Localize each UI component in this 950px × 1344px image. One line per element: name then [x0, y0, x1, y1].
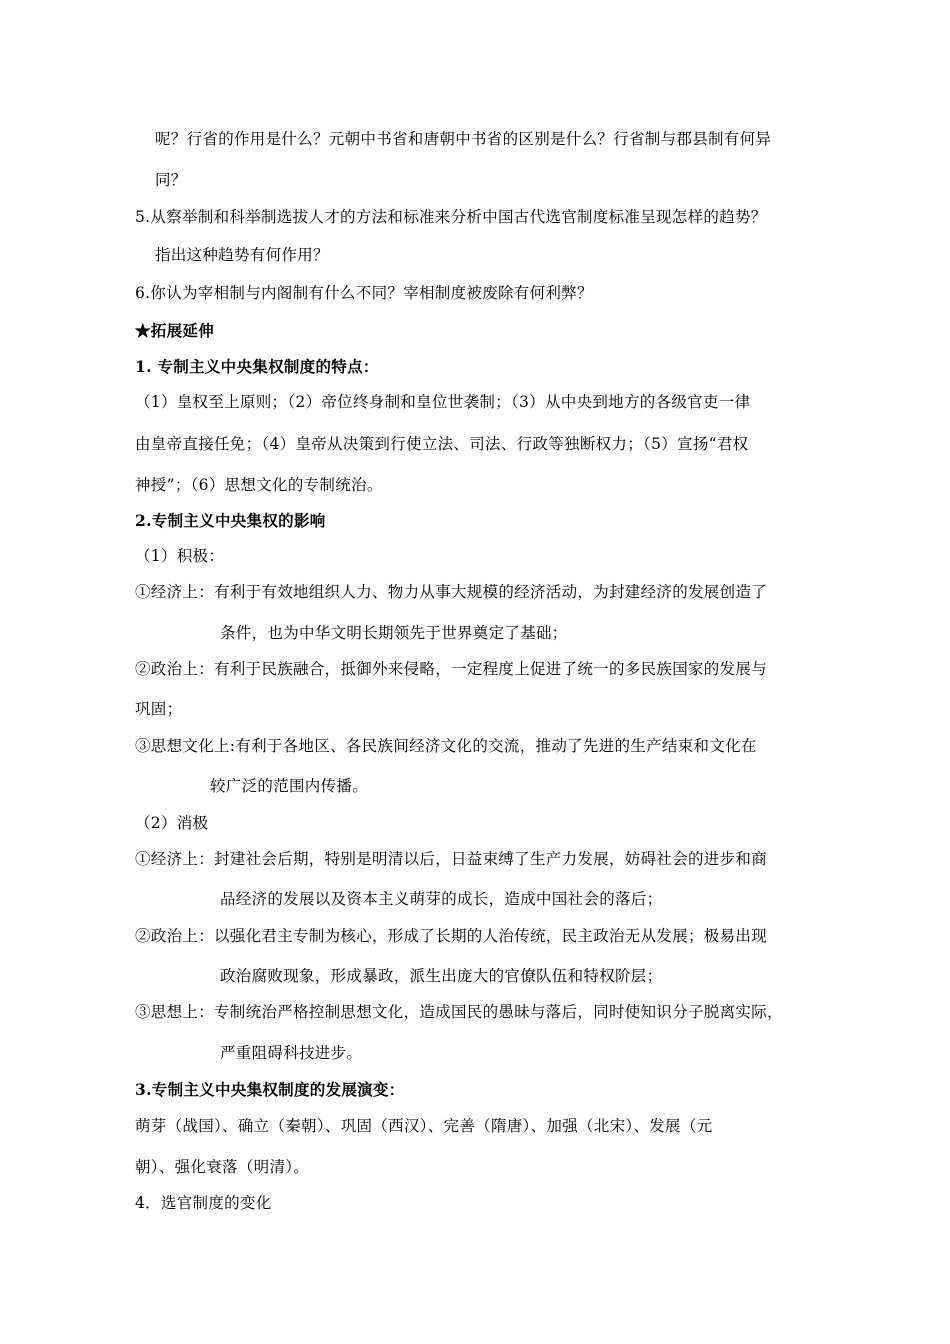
section-4-heading: 4．选官制度的变化 [135, 1194, 272, 1212]
negative-item-2-line-1: ②政治上：以强化君主专制为核心，形成了长期的人治传统，民主政治无从发展；极易出现 [135, 927, 768, 945]
negative-heading: （2）消极 [135, 814, 209, 832]
positive-item-3-line-2: 较广泛的范围内传播。 [210, 777, 369, 795]
positive-item-2-line-2: 巩固； [135, 700, 183, 718]
section-3-paragraph-line-1: 萌芽（战国）、确立（秦朝）、巩固（西汉）、完善（隋唐）、加强（北宋）、发展（元 [135, 1117, 713, 1135]
question-4-line-1: 呢？行省的作用是什么？元朝中书省和唐朝中书省的区别是什么？行省制与郡县制有何异 [155, 130, 772, 148]
positive-heading: （1）积极： [135, 547, 225, 565]
section-1-paragraph-line-1: （1）皇权至上原则；（2）帝位终身制和皇位世袭制；（3）从中央到地方的各级官吏一律 [135, 393, 751, 411]
extension-heading: ★拓展延伸 [135, 321, 215, 340]
negative-item-3-line-1: ③思想上：专制统治严格控制思想文化，造成国民的愚昧与落后，同时使知识分子脱离实际， [135, 1003, 783, 1021]
negative-item-1-line-2: 品经济的发展以及资本主义萌芽的成长，造成中国社会的落后； [220, 890, 663, 908]
question-5-line-2: 指出这种趋势有何作用？ [155, 246, 329, 264]
question-5-line-1: 5.从察举制和科举制选拔人才的方法和标准来分析中国古代选官制度标准呈现怎样的趋势？ [135, 208, 767, 226]
positive-item-1-line-2: 条件，也为中华文明长期领先于世界奠定了基础； [220, 624, 568, 642]
negative-item-2-line-2: 政治腐败现象，形成暴政，派生出庞大的官僚队伍和特权阶层； [220, 967, 663, 985]
question-4-line-2: 同？ [155, 171, 187, 189]
section-1-heading: 1. 专制主义中央集权制度的特点： [135, 357, 379, 376]
section-1-paragraph-line-3: 神授”；（6）思想文化的专制统治。 [135, 476, 383, 494]
positive-item-2-line-1: ②政治上：有利于民族融合，抵御外来侵略，一定程度上促进了统一的多民族国家的发展与 [135, 660, 768, 678]
positive-item-3-line-1: ③思想文化上:有利于各地区、各民族间经济文化的交流，推动了先进的生产结束和文化在 [135, 737, 757, 755]
negative-item-1-line-1: ①经济上：封建社会后期，特别是明清以后，日益束缚了生产力发展，妨碍社会的进步和商 [135, 850, 768, 868]
section-1-paragraph-line-2: 由皇帝直接任免；（4）皇帝从决策到行使立法、司法、行政等独断权力；（5）宣扬“君权 [135, 435, 749, 453]
section-2-heading: 2.专制主义中央集权的影响 [135, 511, 326, 530]
negative-item-3-line-2: 严重阻碍科技进步。 [220, 1044, 363, 1062]
section-3-heading: 3.专制主义中央集权制度的发展演变： [135, 1080, 405, 1099]
question-6: 6.你认为宰相制与内阁制有什么不同？宰相制度被废除有何利弊？ [135, 284, 593, 302]
positive-item-1-line-1: ①经济上：有利于有效地组织人力、物力从事大规模的经济活动，为封建经济的发展创造了 [135, 583, 768, 601]
section-3-paragraph-line-2: 朝）、强化衰落（明清）。 [135, 1158, 310, 1176]
